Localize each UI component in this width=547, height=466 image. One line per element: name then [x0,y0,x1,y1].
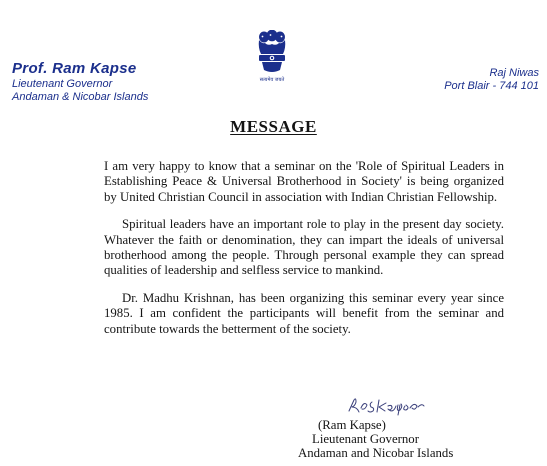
sender-name: Prof. Ram Kapse [12,60,137,77]
sender-territory: Andaman & Nicobar Islands [12,91,149,103]
national-emblem-icon [252,30,292,92]
residence-name: Raj Niwas [489,67,539,79]
emblem-motto: सत्यमेव जयते [259,77,285,83]
closing-territory: Andaman and Nicobar Islands [298,446,454,460]
residence-address: Port Blair - 744 101 [444,80,539,92]
message-title: MESSAGE [230,117,317,136]
closing-designation: Lieutenant Governor [312,432,419,446]
letterhead-address [444,67,539,93]
message-paragraph: I am very happy to know that a seminar on the 'Role of Spiritual Leaders in Establishing Peace & Universal Brotherhood in Society' is being organized by United Christian Council in association with Indian Christian Fellowship. [104,159,504,204]
letterhead-sender [12,60,148,104]
closing-block [298,418,488,460]
message-title-container [0,117,547,137]
message-body [104,159,504,349]
message-paragraph: Dr. Madhu Krishnan, has been organizing this seminar every year since 1985. I am confident the participants will benefit from the seminar and contribute towards the betterment of the society. [104,290,504,336]
sender-designation: Lieutenant Governor [12,78,113,90]
message-paragraph: Spiritual leaders have an important role to play in the present day society. Whatever the faith or denomination, they can impart the ideals of universal brotherhood among the people. Through personal example they can spread qualities of leadership and selfless service to mankind. [104,217,504,278]
closing-name: (Ram Kapse) [318,418,386,432]
signature-icon [346,394,426,421]
